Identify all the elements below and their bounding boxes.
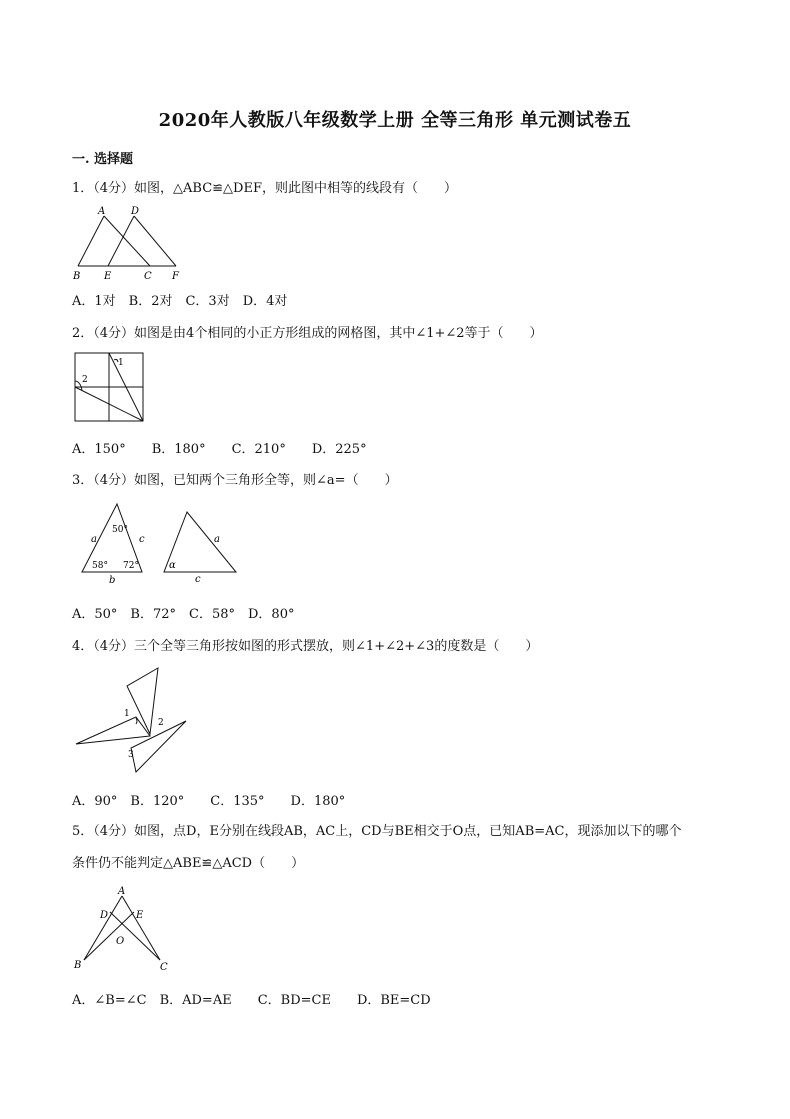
q1-label-B: B (73, 271, 81, 282)
question-1-figure (72, 204, 192, 282)
question-1-options: A．1对 B．2对 C．3对 D．4对 (72, 294, 288, 309)
question-2-figure (72, 350, 148, 426)
q5-label-B: B (74, 960, 82, 971)
question-3-figure (76, 500, 242, 586)
question-4-stem: 4．（4分）三个全等三角形按如图的形式摆放，则∠1+∠2+∠3的度数是（ ） (72, 639, 539, 654)
q5-label-E: E (136, 910, 144, 921)
question-5-stem-line1: 5．（4分）如图，点D，E分别在线段AB，AC上，CD与BE相交于O点，已知AB=AC，现添加以下的哪个 (72, 824, 682, 839)
page-title: 2020年人教版八年级数学上册 全等三角形 单元测试卷五 (158, 110, 632, 131)
q1-label-E: E (104, 271, 112, 282)
question-2-options: A．150° B．180° C．210° D．225° (72, 442, 367, 457)
section-heading: 一. 选择题 (72, 152, 134, 167)
q3-angle-right: 72° (123, 561, 139, 571)
q2-angle-2-label: 2 (82, 375, 88, 385)
q5-label-C: C (160, 962, 168, 973)
question-5-stem-line2: 条件仍不能判定△ABE≌△ACD（ ） (72, 856, 305, 871)
question-3-options: A．50° B．72° C．58° D．80° (72, 607, 295, 622)
question-3-stem: 3．（4分）如图，已知两个三角形全等，则∠a=（ ） (72, 473, 398, 488)
q5-label-A: A (118, 886, 126, 897)
q1-label-F: F (172, 271, 179, 282)
question-5-options: A．∠B=∠C B．AD=AE C．BD=CE D．BE=CD (72, 993, 431, 1008)
q5-label-D: D (100, 910, 109, 921)
q3-side-a2: a (214, 534, 220, 545)
question-5-figure (72, 884, 178, 976)
q3-alpha: α (169, 560, 176, 571)
q3-side-b: b (109, 575, 116, 586)
question-4-figure (74, 664, 190, 776)
q2-angle-1-label: 1 (118, 358, 124, 368)
q4-angle-1: 1 (124, 709, 130, 719)
q3-side-c: c (139, 534, 145, 545)
q3-side-c2: c (195, 574, 201, 585)
q1-label-D: D (131, 206, 140, 217)
q3-side-a: a (91, 534, 97, 545)
q1-label-A: A (98, 206, 106, 217)
q4-angle-2: 2 (158, 718, 164, 728)
q3-angle-top: 50° (112, 525, 128, 535)
q4-angle-3: 3 (128, 750, 134, 760)
question-1-stem: 1．（4分）如图，△ABC≌△DEF，则此图中相等的线段有（ ） (72, 181, 457, 196)
q1-label-C: C (144, 271, 152, 282)
q3-angle-left: 58° (92, 561, 108, 571)
q5-label-O: O (116, 936, 125, 947)
question-2-stem: 2．（4分）如图是由4个相同的小正方形组成的网格图，其中∠1+∠2等于（ ） (72, 326, 543, 341)
question-4-options: A．90° B．120° C．135° D．180° (72, 794, 346, 809)
